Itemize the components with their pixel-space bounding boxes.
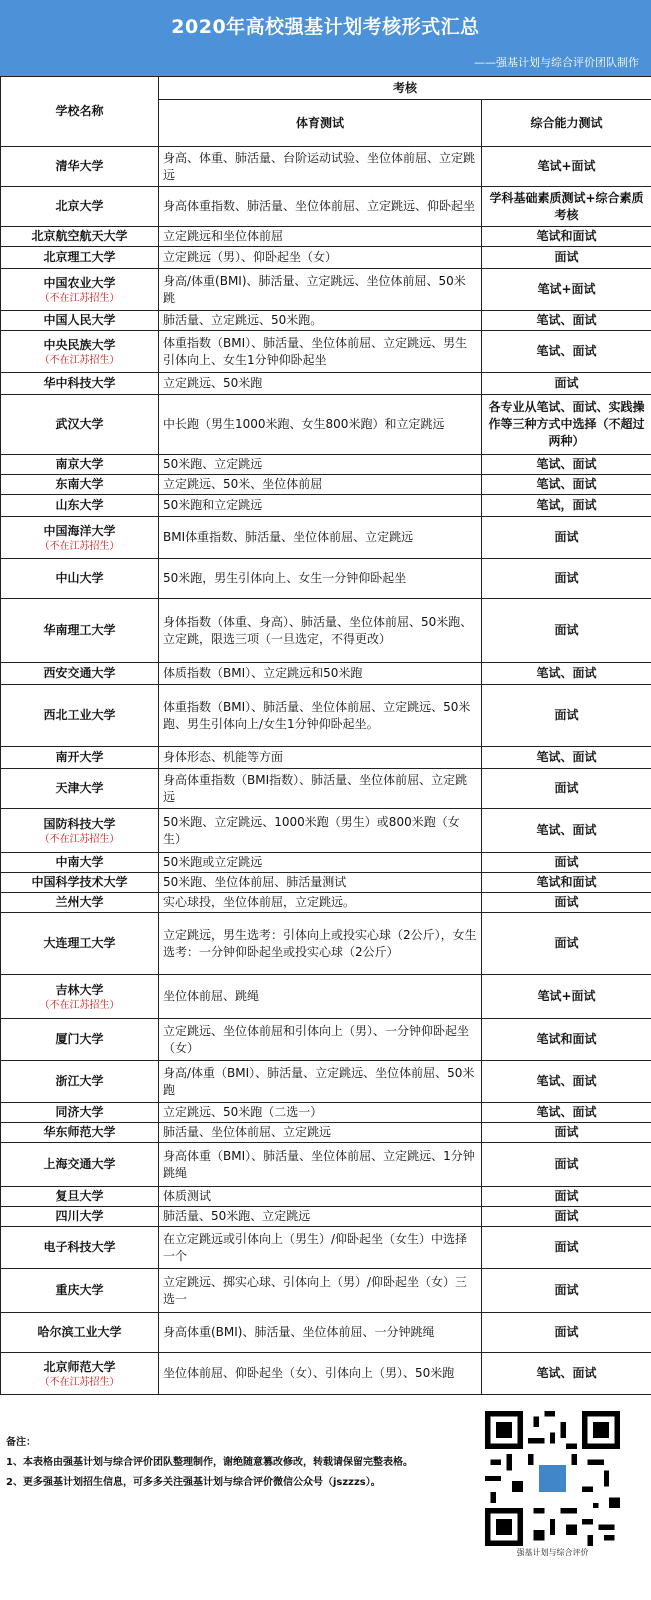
ability-test-cell: 笔试、面试 [482, 331, 651, 373]
ability-test-cell: 笔试、面试 [482, 1103, 651, 1123]
school-cell [1, 331, 159, 373]
pe-test-cell: 身高/体重（BMI）、肺活量、立定跳远、坐位体前屈、50米跑 [159, 1061, 482, 1103]
school-name: 西北工业大学 [43, 708, 116, 722]
school-cell [1, 269, 159, 311]
ability-test-cell: 学科基础素质测试+综合素质考核 [482, 187, 651, 227]
table-row [1, 769, 651, 809]
table-row [1, 1123, 651, 1143]
school-name: 复旦大学 [55, 1189, 104, 1203]
credit-line: ——强基计划与综合评价团队制作 [474, 56, 639, 69]
school-name: 同济大学 [55, 1105, 104, 1119]
school-cell [1, 893, 159, 913]
school-name: 哈尔滨工业大学 [37, 1325, 122, 1339]
not-in-jiangsu-note: （不在江苏招生） [39, 999, 120, 1011]
table-row [1, 893, 651, 913]
pe-test-cell: 肺活量、立定跳远、50米跑。 [159, 311, 482, 331]
school-cell [1, 1143, 159, 1187]
school-name: 华东师范大学 [43, 1125, 116, 1139]
pe-test-cell: 体质指数（BMI）、立定跳远和50米跑 [159, 663, 482, 685]
school-name: 四川大学 [55, 1209, 104, 1223]
school-name: 中国农业大学 [43, 275, 116, 290]
note-1: 1、本表格由强基计划与综合评价团队整理制作，谢绝随意篡改修改，转载请保留完整表格。 [6, 1457, 413, 1468]
table-row [1, 311, 651, 331]
school-name: 上海交通大学 [43, 1157, 116, 1171]
pe-test-cell: BMI体重指数、肺活量、坐位体前屈、立定跳远 [159, 517, 482, 559]
ability-test-cell: 笔试、面试 [482, 311, 651, 331]
school-name: 北京大学 [55, 199, 104, 213]
school-name: 华南理工大学 [43, 623, 116, 637]
school-name: 华中科技大学 [43, 376, 116, 390]
ability-test-cell: 面试 [482, 685, 651, 747]
school-name: 南京大学 [55, 457, 104, 471]
school-cell [1, 1269, 159, 1313]
table-row [1, 395, 651, 455]
school-name: 中央民族大学 [43, 337, 116, 352]
pe-test-cell: 身体形态、机能等方面 [159, 747, 482, 769]
notes-title: 备注： [6, 1437, 36, 1448]
school-cell [1, 373, 159, 395]
ability-test-cell: 面试 [482, 913, 651, 975]
school-cell [1, 1207, 159, 1227]
school-name: 北京航空航天大学 [31, 229, 128, 243]
school-name: 吉林大学 [55, 982, 104, 997]
school-cell [1, 1019, 159, 1061]
table-row [1, 269, 651, 311]
school-name: 中国人民大学 [43, 313, 116, 327]
table-row [1, 853, 651, 873]
school-cell [1, 311, 159, 331]
school-name: 电子科技大学 [43, 1240, 116, 1254]
school-cell [1, 873, 159, 893]
school-name: 中国科学技术大学 [31, 875, 128, 889]
page-header [0, 0, 651, 76]
school-name: 清华大学 [55, 159, 104, 173]
pe-test-cell: 50米跑，男生引体向上、女生一分钟仰卧起坐 [159, 559, 482, 599]
school-name: 西安交通大学 [43, 666, 116, 680]
pe-test-cell: 立定跳远、50米跑 [159, 373, 482, 395]
table-row [1, 373, 651, 395]
school-cell [1, 975, 159, 1019]
table-row [1, 559, 651, 599]
pe-test-cell: 体重指数（BMI）、肺活量、坐位体前屈、立定跳远、50米跑、男生引体向上/女生1分钟仰卧起坐。 [159, 685, 482, 747]
school-name: 中国海洋大学 [43, 523, 116, 538]
ability-test-cell: 面试 [482, 1227, 651, 1269]
pe-test-cell: 立定跳远（男）、仰卧起坐（女） [159, 247, 482, 269]
ability-test-cell: 笔试、面试 [482, 475, 651, 495]
notes-block [6, 1433, 476, 1493]
ability-test-cell: 面试 [482, 1123, 651, 1143]
pe-test-cell: 50米跑和立定跳远 [159, 495, 482, 517]
table-row [1, 975, 651, 1019]
school-name: 北京理工大学 [43, 250, 116, 264]
pe-test-cell: 实心球投，坐位体前屈，立定跳远。 [159, 893, 482, 913]
pe-test-cell: 立定跳远、50米、坐位体前屈 [159, 475, 482, 495]
school-cell [1, 685, 159, 747]
school-name: 南开大学 [55, 750, 104, 764]
school-cell [1, 559, 159, 599]
ability-test-cell: 各专业从笔试、面试、实践操作等三种方式中选择（不超过两种） [482, 395, 651, 455]
pe-test-cell: 身高体重指数、肺活量、坐位体前屈、立定跳远、仰卧起坐 [159, 187, 482, 227]
table-row [1, 599, 651, 663]
table-row [1, 1143, 651, 1187]
table-row [1, 663, 651, 685]
footer [0, 1395, 651, 1580]
table-row [1, 331, 651, 373]
school-cell [1, 227, 159, 247]
header-pe-test: 体育测试 [159, 100, 482, 147]
ability-test-cell: 面试 [482, 1143, 651, 1187]
table-row [1, 147, 651, 187]
pe-test-cell: 中长跑（男生1000米跑、女生800米跑）和立定跳远 [159, 395, 482, 455]
school-name: 国防科技大学 [43, 816, 116, 831]
ability-test-cell: 笔试和面试 [482, 227, 651, 247]
pe-test-cell: 身高体重指数（BMI指数）、肺活量、坐位体前屈、立定跳远 [159, 769, 482, 809]
table-row [1, 1353, 651, 1395]
ability-test-cell: 面试 [482, 559, 651, 599]
school-name: 厦门大学 [55, 1032, 104, 1046]
ability-test-cell: 笔试、面试 [482, 1061, 651, 1103]
ability-test-cell: 笔试、面试 [482, 747, 651, 769]
header-assessment: 考核 [159, 77, 651, 100]
school-cell [1, 663, 159, 685]
pe-test-cell: 体重指数（BMI）、肺活量、坐位体前屈、立定跳远、男生引体向上、女生1分钟仰卧起坐 [159, 331, 482, 373]
pe-test-cell: 身高体重(BMI)、肺活量、坐位体前屈、一分钟跳绳 [159, 1313, 482, 1353]
ability-test-cell: 面试 [482, 1207, 651, 1227]
school-name: 中山大学 [55, 571, 104, 585]
school-name: 重庆大学 [55, 1283, 104, 1297]
school-name: 浙江大学 [55, 1074, 104, 1088]
school-cell [1, 1061, 159, 1103]
school-cell [1, 769, 159, 809]
ability-test-cell: 面试 [482, 1269, 651, 1313]
school-name: 天津大学 [55, 781, 104, 795]
table-row [1, 913, 651, 975]
school-cell [1, 187, 159, 227]
not-in-jiangsu-note: （不在江苏招生） [39, 292, 120, 304]
ability-test-cell: 笔试、面试 [482, 1353, 651, 1395]
school-cell [1, 1227, 159, 1269]
school-name: 大连理工大学 [43, 936, 116, 950]
table-row [1, 1103, 651, 1123]
pe-test-cell: 50米跑或立定跳远 [159, 853, 482, 873]
school-cell [1, 495, 159, 517]
pe-test-cell: 体质测试 [159, 1187, 482, 1207]
not-in-jiangsu-note: （不在江苏招生） [39, 540, 120, 552]
header-ability-test: 综合能力测试 [482, 100, 651, 147]
ability-test-cell: 面试 [482, 373, 651, 395]
table-row [1, 187, 651, 227]
pe-test-cell: 立定跳远和坐位体前屈 [159, 227, 482, 247]
pe-test-cell: 身高/体重(BMI)、肺活量、立定跳远、坐位体前屈、50米跳 [159, 269, 482, 311]
school-cell [1, 853, 159, 873]
table-row [1, 1313, 651, 1353]
table-row [1, 685, 651, 747]
pe-test-cell: 立定跳远、50米跑（二选一） [159, 1103, 482, 1123]
pe-test-cell: 50米跑、立定跳远 [159, 455, 482, 475]
ability-test-cell: 笔试+面试 [482, 269, 651, 311]
school-cell [1, 809, 159, 853]
pe-test-cell: 立定跳远、坐位体前屈和引体向上（男）、一分钟仰卧起坐（女） [159, 1019, 482, 1061]
table-row [1, 1269, 651, 1313]
not-in-jiangsu-note: （不在江苏招生） [39, 833, 120, 845]
assessment-table [0, 76, 651, 1395]
table-row [1, 247, 651, 269]
ability-test-cell: 笔试、面试 [482, 809, 651, 853]
table-row [1, 1019, 651, 1061]
qr-label: 强基计划与综合评价 [516, 1548, 589, 1557]
school-cell [1, 1353, 159, 1395]
table-row [1, 475, 651, 495]
ability-test-cell: 面试 [482, 1187, 651, 1207]
ability-test-cell: 面试 [482, 893, 651, 913]
table-row [1, 227, 651, 247]
ability-test-cell: 笔试和面试 [482, 873, 651, 893]
school-name: 武汉大学 [55, 417, 104, 431]
pe-test-cell: 肺活量、坐位体前屈、立定跳远 [159, 1123, 482, 1143]
table-row [1, 873, 651, 893]
ability-test-cell: 笔试+面试 [482, 147, 651, 187]
pe-test-cell: 坐位体前屈、跳绳 [159, 975, 482, 1019]
table-row [1, 747, 651, 769]
table-body [1, 147, 651, 1395]
table-row [1, 495, 651, 517]
not-in-jiangsu-note: （不在江苏招生） [39, 354, 120, 366]
ability-test-cell: 笔试，面试 [482, 495, 651, 517]
table-row [1, 809, 651, 853]
pe-test-cell: 立定跳远、掷实心球、引体向上（男）/仰卧起坐（女）三选一 [159, 1269, 482, 1313]
ability-test-cell: 面试 [482, 247, 651, 269]
school-cell [1, 395, 159, 455]
not-in-jiangsu-note: （不在江苏招生） [39, 1376, 120, 1388]
pe-test-cell: 身高、体重、肺活量、台阶运动试验、坐位体前屈、立定跳远 [159, 147, 482, 187]
pe-test-cell: 身高体重（BMI）、肺活量、坐位体前屈、立定跳远、1分钟跳绳 [159, 1143, 482, 1187]
school-cell [1, 247, 159, 269]
school-name: 山东大学 [55, 498, 104, 512]
pe-test-cell: 在立定跳远或引体向上（男生）/仰卧起坐（女生）中选择一个 [159, 1227, 482, 1269]
pe-test-cell: 肺活量、50米跑、立定跳远 [159, 1207, 482, 1227]
ability-test-cell: 面试 [482, 599, 651, 663]
table-row [1, 1227, 651, 1269]
school-name: 东南大学 [55, 477, 104, 491]
page-title: 2020年高校强基计划考核形式汇总 [171, 16, 480, 38]
school-cell [1, 1313, 159, 1353]
table-row [1, 1061, 651, 1103]
school-cell [1, 747, 159, 769]
school-cell [1, 147, 159, 187]
pe-test-cell: 立定跳远，男生选考：引体向上或投实心球（2公斤），女生选考：一分钟仰卧起坐或投实心球（2公斤） [159, 913, 482, 975]
pe-test-cell: 50米跑、立定跳远、1000米跑（男生）或800米跑（女生） [159, 809, 482, 853]
school-name: 兰州大学 [55, 895, 104, 909]
pe-test-cell: 身体指数（体重、身高）、肺活量、坐位体前屈、50米跑、立定跳，限选三项（一旦选定，不得更改） [159, 599, 482, 663]
header-school-name: 学校名称 [1, 77, 159, 147]
ability-test-cell: 面试 [482, 769, 651, 809]
school-cell [1, 455, 159, 475]
pe-test-cell: 50米跑、坐位体前屈、肺活量测试 [159, 873, 482, 893]
ability-test-cell: 笔试+面试 [482, 975, 651, 1019]
school-name: 中南大学 [55, 855, 104, 869]
table-row [1, 1187, 651, 1207]
school-cell [1, 1103, 159, 1123]
note-2: 2、更多强基计划招生信息，可多多关注强基计划与综合评价微信公众号（jszzzs）。 [6, 1477, 381, 1488]
school-cell [1, 475, 159, 495]
table-row [1, 517, 651, 559]
ability-test-cell: 面试 [482, 1313, 651, 1353]
table-row [1, 455, 651, 475]
ability-test-cell: 面试 [482, 853, 651, 873]
school-cell [1, 1187, 159, 1207]
table-row [1, 1207, 651, 1227]
school-cell [1, 517, 159, 559]
ability-test-cell: 笔试和面试 [482, 1019, 651, 1061]
pe-test-cell: 坐位体前屈、仰卧起坐（女）、引体向上（男）、50米跑 [159, 1353, 482, 1395]
ability-test-cell: 面试 [482, 517, 651, 559]
school-name: 北京师范大学 [43, 1359, 116, 1374]
qr-code [485, 1411, 620, 1546]
ability-test-cell: 笔试、面试 [482, 455, 651, 475]
ability-test-cell: 笔试、面试 [482, 663, 651, 685]
school-cell [1, 1123, 159, 1143]
school-cell [1, 913, 159, 975]
school-cell [1, 599, 159, 663]
